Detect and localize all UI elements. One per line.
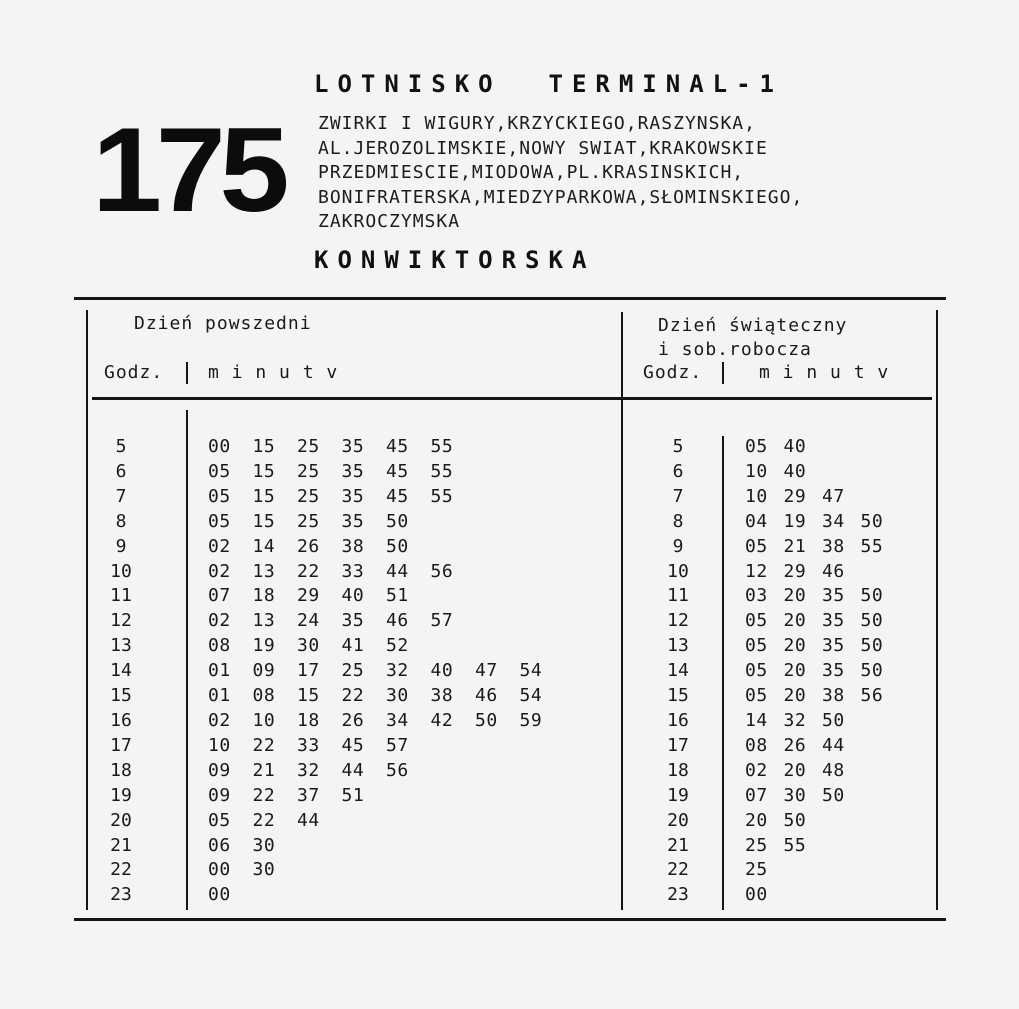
holiday-hour-cell: 15 xyxy=(667,685,689,707)
departure-minute: 06 xyxy=(208,834,231,856)
departure-minute: 47 xyxy=(822,485,845,507)
holiday-minutes-row xyxy=(745,634,899,659)
departure-minute: 02 xyxy=(208,610,231,632)
departure-minute: 30 xyxy=(386,685,409,707)
departure-minute: 02 xyxy=(745,759,768,781)
departure-minute: 09 xyxy=(208,759,231,781)
weekday-hour-cell: 15 xyxy=(110,685,132,707)
departure-minute: 38 xyxy=(822,535,845,557)
departure-minute: 56 xyxy=(430,560,454,582)
departure-minute: 34 xyxy=(386,709,409,731)
departure-minute: 22 xyxy=(252,809,276,831)
departure-minute: 44 xyxy=(822,734,845,756)
departure-minute: 50 xyxy=(860,585,884,607)
departure-minute: 13 xyxy=(252,560,276,582)
weekday-hour-cell: 12 xyxy=(110,610,132,632)
departure-minute: 50 xyxy=(860,635,884,657)
departure-minute: 15 xyxy=(252,460,276,482)
holiday-minutes-row xyxy=(745,834,899,859)
holiday-section-title: Dzień świąteczny xyxy=(658,315,848,336)
departure-minute: 19 xyxy=(252,635,276,657)
departure-minute: 00 xyxy=(745,884,768,906)
departure-minute: 00 xyxy=(208,436,231,457)
departure-minute: 17 xyxy=(297,660,320,682)
departure-minute: 03 xyxy=(745,585,768,607)
weekday-minutes-row xyxy=(208,485,564,510)
departure-minute: 56 xyxy=(860,685,884,707)
weekday-minutes-row xyxy=(208,460,564,485)
departure-minute: 26 xyxy=(783,734,807,756)
departure-minute: 55 xyxy=(860,535,884,557)
weekday-minutes-row xyxy=(208,883,564,908)
departure-minute: 30 xyxy=(252,834,276,856)
table-left-border xyxy=(86,310,88,910)
departure-minute: 05 xyxy=(745,685,768,707)
holiday-minutes-row xyxy=(745,510,899,535)
holiday-hour-cell: 17 xyxy=(667,734,689,756)
route-via-streets xyxy=(318,112,803,235)
departure-minute: 35 xyxy=(341,510,365,532)
departure-minute: 50 xyxy=(386,535,409,557)
holiday-minutes-row xyxy=(745,858,899,883)
departure-minute: 22 xyxy=(341,685,365,707)
departure-minute: 50 xyxy=(822,784,845,806)
departure-minute: 20 xyxy=(783,635,807,657)
departure-minute: 40 xyxy=(341,585,365,607)
departure-minute: 21 xyxy=(783,535,807,557)
holiday-minutes-row xyxy=(745,709,899,734)
weekday-hour-cell: 18 xyxy=(110,759,132,781)
departure-minute: 32 xyxy=(297,759,320,781)
departure-minute: 10 xyxy=(745,485,768,507)
departure-minute: 40 xyxy=(430,660,454,682)
departure-minute: 30 xyxy=(252,859,276,881)
departure-minute: 10 xyxy=(745,460,768,482)
departure-minute: 45 xyxy=(386,436,409,457)
departure-minute: 26 xyxy=(297,535,320,557)
holiday-minutes-row xyxy=(745,609,899,634)
weekday-minutes-row xyxy=(208,759,564,784)
holiday-minutes-row xyxy=(745,784,899,809)
table-top-border xyxy=(74,297,946,300)
holiday-hour-cell: 16 xyxy=(667,709,689,731)
departure-minute: 50 xyxy=(783,809,807,831)
departure-minute: 05 xyxy=(208,510,231,532)
departure-minute: 47 xyxy=(475,660,498,682)
via-line: PRZEDMIESCIE,MIODOWA,PL.KRASINSKICH, xyxy=(318,162,745,183)
holiday-hour-cell: 7 xyxy=(672,485,684,507)
departure-minute: 35 xyxy=(822,585,845,607)
weekday-minutes-row xyxy=(208,858,564,883)
holiday-minutes-row xyxy=(745,734,899,759)
weekday-minutes-column xyxy=(208,435,564,908)
departure-minute: 40 xyxy=(783,460,807,482)
table-center-divider xyxy=(621,312,623,910)
departure-minute: 38 xyxy=(430,685,454,707)
departure-minute: 50 xyxy=(860,660,884,682)
weekday-minutes-row xyxy=(208,435,564,460)
departure-minute: 02 xyxy=(208,535,231,557)
departure-minute: 18 xyxy=(297,709,320,731)
holiday-minutes-row xyxy=(745,535,899,560)
departure-minute: 35 xyxy=(822,635,845,657)
departure-minute: 25 xyxy=(745,834,768,856)
departure-minute: 15 xyxy=(252,510,276,532)
departure-minute: 35 xyxy=(341,610,365,632)
departure-minute: 20 xyxy=(783,660,807,682)
departure-minute: 50 xyxy=(475,709,498,731)
weekday-hour-cell: 7 xyxy=(115,485,127,507)
departure-minute: 32 xyxy=(386,660,409,682)
holiday-hour-cell: 23 xyxy=(667,884,689,906)
departure-minute: 45 xyxy=(386,460,409,482)
holiday-hours-column xyxy=(655,435,701,908)
weekday-hour-cell: 8 xyxy=(115,510,127,532)
weekday-minutes-row xyxy=(208,834,564,859)
departure-minute: 35 xyxy=(341,460,365,482)
weekday-hours-column xyxy=(98,435,144,908)
departure-minute: 15 xyxy=(252,436,276,457)
route-number: 175 xyxy=(92,103,284,237)
weekday-section-title: Dzień powszedni xyxy=(134,313,312,334)
departure-minute: 29 xyxy=(783,560,807,582)
weekday-hour-cell: 9 xyxy=(115,535,127,557)
holiday-hour-cell: 11 xyxy=(667,585,689,607)
weekday-hour-cell: 10 xyxy=(110,560,132,582)
holiday-hour-separator-body xyxy=(722,436,724,910)
holiday-minutes-row xyxy=(745,684,899,709)
departure-minute: 48 xyxy=(822,759,845,781)
departure-minute: 35 xyxy=(822,610,845,632)
departure-minute: 05 xyxy=(208,485,231,507)
departure-minute: 01 xyxy=(208,685,231,707)
departure-minute: 25 xyxy=(745,859,768,881)
holiday-minutes-row xyxy=(745,659,899,684)
departure-minute: 05 xyxy=(208,460,231,482)
weekday-minutes-row xyxy=(208,709,564,734)
departure-minute: 34 xyxy=(822,510,845,532)
weekday-minutes-row xyxy=(208,809,564,834)
weekday-hour-cell: 14 xyxy=(110,660,132,682)
weekday-minutes-row xyxy=(208,684,564,709)
departure-minute: 02 xyxy=(208,709,231,731)
weekday-minutes-row xyxy=(208,560,564,585)
holiday-minutes-row xyxy=(745,560,899,585)
departure-minute: 25 xyxy=(297,436,320,457)
table-bottom-border xyxy=(74,918,946,921)
weekday-hour-cell: 23 xyxy=(110,884,132,906)
departure-minute: 46 xyxy=(386,610,409,632)
departure-minute: 51 xyxy=(341,784,365,806)
holiday-hour-cell: 22 xyxy=(667,859,689,881)
departure-minute: 35 xyxy=(341,485,365,507)
holiday-minutes-row xyxy=(745,883,899,908)
weekday-hour-separator xyxy=(186,362,188,384)
departure-minute: 07 xyxy=(745,784,768,806)
weekday-hour-cell: 6 xyxy=(115,460,127,482)
holiday-minutes-row xyxy=(745,435,899,460)
weekday-hour-cell: 5 xyxy=(115,436,127,457)
weekday-minutes-row xyxy=(208,659,564,684)
departure-minute: 25 xyxy=(341,660,365,682)
departure-minute: 15 xyxy=(297,685,320,707)
departure-minute: 37 xyxy=(297,784,320,806)
departure-minute: 19 xyxy=(783,510,807,532)
holiday-hour-cell: 18 xyxy=(667,759,689,781)
weekday-minutes-row xyxy=(208,584,564,609)
weekday-hour-cell: 11 xyxy=(110,585,132,607)
departure-minute: 55 xyxy=(430,436,454,457)
departure-minute: 05 xyxy=(208,809,231,831)
departure-minute: 51 xyxy=(386,585,409,607)
weekday-hour-header: Godz. xyxy=(104,362,164,383)
weekday-minutes-row xyxy=(208,634,564,659)
departure-minute: 44 xyxy=(341,759,365,781)
destination-stop-heading: KONWIKTORSKA xyxy=(314,246,596,274)
via-line: BONIFRATERSKA,MIEDZYPARKOWA,SŁOMINSKIEGO, xyxy=(318,186,804,208)
departure-minute: 50 xyxy=(386,510,409,532)
departure-minute: 13 xyxy=(252,610,276,632)
weekday-hour-cell: 19 xyxy=(110,784,132,806)
departure-minute: 50 xyxy=(860,510,884,532)
departure-minute: 46 xyxy=(475,685,498,707)
holiday-hour-cell: 9 xyxy=(672,535,684,557)
departure-minute: 05 xyxy=(745,635,768,657)
departure-minute: 04 xyxy=(745,510,768,532)
departure-minute: 45 xyxy=(386,485,409,507)
departure-minute: 08 xyxy=(252,685,276,707)
departure-minute: 14 xyxy=(745,709,768,731)
weekday-hour-cell: 16 xyxy=(110,709,132,731)
departure-minute: 05 xyxy=(745,535,768,557)
holiday-hour-cell: 12 xyxy=(667,610,689,632)
departure-minute: 20 xyxy=(783,585,807,607)
departure-minute: 45 xyxy=(341,734,365,756)
departure-minute: 10 xyxy=(208,734,231,756)
departure-minute: 12 xyxy=(745,560,768,582)
departure-minute: 56 xyxy=(386,759,409,781)
holiday-minutes-row xyxy=(745,460,899,485)
departure-minute: 25 xyxy=(297,510,320,532)
holiday-hour-header: Godz. xyxy=(643,362,703,383)
departure-minute: 26 xyxy=(341,709,365,731)
departure-minute: 55 xyxy=(783,834,807,856)
departure-minute: 00 xyxy=(208,884,231,906)
weekday-hour-cell: 13 xyxy=(110,635,132,657)
departure-minute: 05 xyxy=(745,436,768,457)
weekday-minutes-row xyxy=(208,734,564,759)
departure-minute: 38 xyxy=(822,685,845,707)
departure-minute: 22 xyxy=(252,784,276,806)
departure-minute: 14 xyxy=(252,535,276,557)
departure-minute: 00 xyxy=(208,859,231,881)
holiday-minutes-column xyxy=(745,435,899,908)
departure-minute: 07 xyxy=(208,585,231,607)
departure-minute: 01 xyxy=(208,660,231,682)
departure-minute: 25 xyxy=(297,460,320,482)
via-line: ZAKROCZYMSKA xyxy=(318,211,461,232)
departure-minute: 05 xyxy=(745,660,768,682)
departure-minute: 24 xyxy=(297,610,320,632)
weekday-minutes-row xyxy=(208,535,564,560)
departure-minute: 33 xyxy=(297,734,320,756)
departure-minute: 35 xyxy=(341,436,365,457)
departure-minute: 59 xyxy=(519,709,543,731)
departure-minute: 54 xyxy=(519,660,543,682)
weekday-minutes-header: m i n u t v xyxy=(208,362,339,383)
holiday-minutes-row xyxy=(745,759,899,784)
departure-minute: 30 xyxy=(297,635,320,657)
departure-minute: 55 xyxy=(430,485,454,507)
departure-minute: 52 xyxy=(386,635,409,657)
table-header-divider xyxy=(92,397,932,400)
departure-minute: 25 xyxy=(297,485,320,507)
holiday-section-subtitle: i sob.robocza xyxy=(658,339,812,360)
holiday-hour-cell: 8 xyxy=(672,510,684,532)
departure-minute: 44 xyxy=(297,809,320,831)
departure-minute: 18 xyxy=(252,585,276,607)
departure-minute: 30 xyxy=(783,784,807,806)
departure-minute: 32 xyxy=(783,709,807,731)
weekday-minutes-row xyxy=(208,609,564,634)
departure-minute: 46 xyxy=(822,560,845,582)
departure-minute: 33 xyxy=(341,560,365,582)
departure-minute: 22 xyxy=(297,560,320,582)
via-line: ZWIRKI I WIGURY,KRZYCKIEGO,RASZYNSKA, xyxy=(318,113,756,134)
departure-minute: 44 xyxy=(386,560,409,582)
departure-minute: 10 xyxy=(252,709,276,731)
departure-minute: 29 xyxy=(297,585,320,607)
holiday-minutes-header: m i n u t v xyxy=(759,362,890,383)
departure-minute: 20 xyxy=(745,809,768,831)
departure-minute: 40 xyxy=(783,436,807,457)
holiday-hour-cell: 10 xyxy=(667,560,689,582)
departure-minute: 50 xyxy=(860,610,884,632)
departure-minute: 15 xyxy=(252,485,276,507)
departure-minute: 02 xyxy=(208,560,231,582)
weekday-minutes-row xyxy=(208,784,564,809)
departure-minute: 08 xyxy=(208,635,231,657)
departure-minute: 21 xyxy=(252,759,276,781)
holiday-hour-cell: 13 xyxy=(667,635,689,657)
departure-minute: 55 xyxy=(430,460,454,482)
departure-minute: 57 xyxy=(430,610,454,632)
holiday-hour-cell: 14 xyxy=(667,660,689,682)
holiday-minutes-row xyxy=(745,584,899,609)
holiday-hour-cell: 19 xyxy=(667,784,689,806)
departure-minute: 57 xyxy=(386,734,409,756)
departure-minute: 22 xyxy=(252,734,276,756)
departure-minute: 20 xyxy=(783,759,807,781)
holiday-minutes-row xyxy=(745,809,899,834)
holiday-hour-cell: 5 xyxy=(672,436,684,457)
departure-minute: 08 xyxy=(745,734,768,756)
weekday-hour-cell: 21 xyxy=(110,834,132,856)
origin-stop-heading: LOTNISKO TERMINAL-1 xyxy=(314,70,783,98)
holiday-minutes-row xyxy=(745,485,899,510)
departure-minute: 20 xyxy=(783,610,807,632)
departure-minute: 09 xyxy=(208,784,231,806)
departure-minute: 54 xyxy=(519,685,543,707)
table-right-border xyxy=(936,310,938,910)
departure-minute: 38 xyxy=(341,535,365,557)
departure-minute: 35 xyxy=(822,660,845,682)
departure-minute: 29 xyxy=(783,485,807,507)
holiday-hour-separator xyxy=(722,362,724,384)
holiday-hour-cell: 6 xyxy=(672,460,684,482)
departure-minute: 20 xyxy=(783,685,807,707)
departure-minute: 09 xyxy=(252,660,276,682)
holiday-hour-cell: 21 xyxy=(667,834,689,856)
weekday-hour-cell: 20 xyxy=(110,809,132,831)
weekday-hour-separator-body xyxy=(186,410,188,910)
weekday-minutes-row xyxy=(208,510,564,535)
departure-minute: 05 xyxy=(745,610,768,632)
departure-minute: 42 xyxy=(430,709,454,731)
holiday-hour-cell: 20 xyxy=(667,809,689,831)
weekday-hour-cell: 17 xyxy=(110,734,132,756)
via-line: AL.JEROZOLIMSKIE,NOWY SWIAT,KRAKOWSKIE xyxy=(318,137,768,159)
departure-minute: 50 xyxy=(822,709,845,731)
weekday-hour-cell: 22 xyxy=(110,859,132,881)
departure-minute: 41 xyxy=(341,635,365,657)
